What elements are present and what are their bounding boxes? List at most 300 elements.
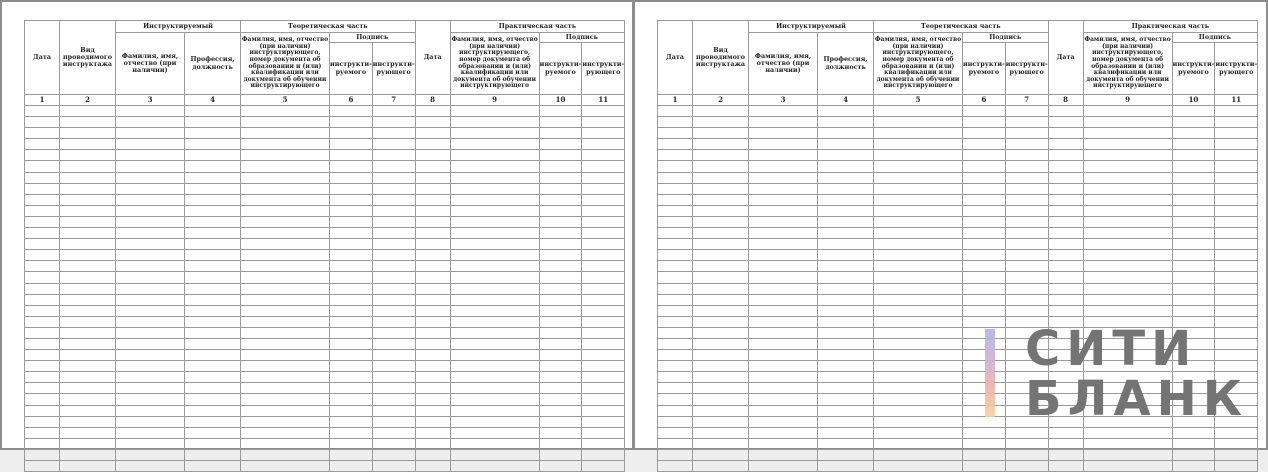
table-cell[interactable] — [1172, 427, 1215, 438]
table-cell[interactable] — [185, 394, 241, 405]
table-cell[interactable] — [582, 172, 625, 183]
table-cell[interactable] — [185, 305, 241, 316]
table-cell[interactable] — [749, 427, 818, 438]
table-cell[interactable] — [116, 239, 185, 250]
table-cell[interactable] — [658, 405, 693, 416]
table-cell[interactable] — [241, 383, 330, 394]
table-cell[interactable] — [116, 194, 185, 205]
table-cell[interactable] — [874, 172, 963, 183]
table-cell[interactable] — [60, 216, 116, 227]
table-cell[interactable] — [450, 261, 539, 272]
table-cell[interactable] — [415, 294, 450, 305]
table-cell[interactable] — [1215, 161, 1258, 172]
table-cell[interactable] — [330, 405, 373, 416]
table-cell[interactable] — [658, 150, 693, 161]
table-cell[interactable] — [241, 216, 330, 227]
table-cell[interactable] — [415, 216, 450, 227]
table-cell[interactable] — [450, 405, 539, 416]
table-cell[interactable] — [25, 106, 60, 117]
table-cell[interactable] — [25, 194, 60, 205]
table-cell[interactable] — [1083, 183, 1172, 194]
table-cell[interactable] — [749, 128, 818, 139]
table-cell[interactable] — [749, 161, 818, 172]
table-cell[interactable] — [874, 438, 963, 449]
table-cell[interactable] — [539, 183, 582, 194]
table-cell[interactable] — [963, 294, 1006, 305]
table-cell[interactable] — [1172, 172, 1215, 183]
table-cell[interactable] — [693, 449, 749, 460]
table-cell[interactable] — [693, 416, 749, 427]
table-cell[interactable] — [658, 283, 693, 294]
table-cell[interactable] — [749, 438, 818, 449]
table-cell[interactable] — [1083, 272, 1172, 283]
table-cell[interactable] — [963, 205, 1006, 216]
table-cell[interactable] — [1048, 449, 1083, 460]
table-cell[interactable] — [330, 205, 373, 216]
table-cell[interactable] — [749, 405, 818, 416]
table-cell[interactable] — [60, 416, 116, 427]
table-cell[interactable] — [1083, 161, 1172, 172]
table-cell[interactable] — [330, 228, 373, 239]
table-cell[interactable] — [818, 216, 874, 227]
table-cell[interactable] — [450, 205, 539, 216]
table-cell[interactable] — [658, 194, 693, 205]
table-cell[interactable] — [963, 139, 1006, 150]
table-cell[interactable] — [330, 194, 373, 205]
table-cell[interactable] — [658, 394, 693, 405]
table-cell[interactable] — [372, 338, 415, 349]
table-cell[interactable] — [582, 327, 625, 338]
table-cell[interactable] — [372, 449, 415, 460]
table-cell[interactable] — [818, 350, 874, 361]
table-cell[interactable] — [25, 272, 60, 283]
table-cell[interactable] — [25, 239, 60, 250]
table-cell[interactable] — [874, 261, 963, 272]
table-cell[interactable] — [60, 172, 116, 183]
table-cell[interactable] — [1083, 106, 1172, 117]
table-cell[interactable] — [818, 383, 874, 394]
table-cell[interactable] — [1215, 205, 1258, 216]
table-cell[interactable] — [818, 438, 874, 449]
table-cell[interactable] — [1215, 117, 1258, 128]
table-cell[interactable] — [1172, 128, 1215, 139]
table-cell[interactable] — [116, 283, 185, 294]
table-cell[interactable] — [60, 394, 116, 405]
table-cell[interactable] — [25, 305, 60, 316]
table-cell[interactable] — [1172, 438, 1215, 449]
table-cell[interactable] — [818, 128, 874, 139]
table-cell[interactable] — [963, 161, 1006, 172]
table-cell[interactable] — [539, 216, 582, 227]
table-cell[interactable] — [185, 372, 241, 383]
table-cell[interactable] — [415, 361, 450, 372]
table-cell[interactable] — [1005, 128, 1048, 139]
table-cell[interactable] — [116, 361, 185, 372]
table-cell[interactable] — [372, 250, 415, 261]
table-cell[interactable] — [1172, 228, 1215, 239]
table-cell[interactable] — [658, 305, 693, 316]
table-cell[interactable] — [185, 361, 241, 372]
table-cell[interactable] — [1172, 239, 1215, 250]
table-cell[interactable] — [116, 305, 185, 316]
table-cell[interactable] — [658, 438, 693, 449]
table-cell[interactable] — [693, 394, 749, 405]
table-cell[interactable] — [450, 183, 539, 194]
table-cell[interactable] — [1048, 205, 1083, 216]
table-cell[interactable] — [818, 338, 874, 349]
table-cell[interactable] — [749, 283, 818, 294]
table-cell[interactable] — [874, 383, 963, 394]
table-cell[interactable] — [415, 239, 450, 250]
table-cell[interactable] — [60, 461, 116, 472]
table-cell[interactable] — [1005, 150, 1048, 161]
table-cell[interactable] — [330, 350, 373, 361]
table-cell[interactable] — [116, 272, 185, 283]
table-cell[interactable] — [116, 106, 185, 117]
table-cell[interactable] — [1215, 150, 1258, 161]
table-cell[interactable] — [658, 250, 693, 261]
table-cell[interactable] — [450, 350, 539, 361]
table-cell[interactable] — [693, 350, 749, 361]
table-cell[interactable] — [1048, 150, 1083, 161]
table-cell[interactable] — [25, 216, 60, 227]
table-cell[interactable] — [1215, 106, 1258, 117]
table-cell[interactable] — [185, 416, 241, 427]
table-cell[interactable] — [372, 372, 415, 383]
table-cell[interactable] — [539, 416, 582, 427]
table-cell[interactable] — [582, 461, 625, 472]
table-cell[interactable] — [25, 361, 60, 372]
table-cell[interactable] — [582, 372, 625, 383]
table-cell[interactable] — [1215, 461, 1258, 472]
table-cell[interactable] — [330, 239, 373, 250]
table-cell[interactable] — [818, 205, 874, 216]
table-cell[interactable] — [1048, 194, 1083, 205]
table-cell[interactable] — [658, 316, 693, 327]
table-cell[interactable] — [330, 372, 373, 383]
table-cell[interactable] — [330, 261, 373, 272]
table-cell[interactable] — [874, 461, 963, 472]
table-cell[interactable] — [372, 394, 415, 405]
table-cell[interactable] — [874, 316, 963, 327]
table-cell[interactable] — [330, 294, 373, 305]
table-cell[interactable] — [415, 106, 450, 117]
table-cell[interactable] — [241, 172, 330, 183]
table-cell[interactable] — [539, 239, 582, 250]
table-cell[interactable] — [693, 405, 749, 416]
table-cell[interactable] — [450, 117, 539, 128]
table-cell[interactable] — [1048, 161, 1083, 172]
table-cell[interactable] — [330, 383, 373, 394]
table-cell[interactable] — [1005, 250, 1048, 261]
table-cell[interactable] — [539, 405, 582, 416]
table-cell[interactable] — [963, 172, 1006, 183]
table-cell[interactable] — [60, 449, 116, 460]
table-cell[interactable] — [539, 305, 582, 316]
table-cell[interactable] — [693, 305, 749, 316]
table-cell[interactable] — [116, 438, 185, 449]
table-cell[interactable] — [874, 205, 963, 216]
table-cell[interactable] — [1083, 283, 1172, 294]
table-cell[interactable] — [60, 194, 116, 205]
table-cell[interactable] — [25, 383, 60, 394]
table-cell[interactable] — [60, 383, 116, 394]
table-cell[interactable] — [1005, 261, 1048, 272]
table-cell[interactable] — [330, 272, 373, 283]
table-cell[interactable] — [415, 305, 450, 316]
table-cell[interactable] — [874, 449, 963, 460]
table-cell[interactable] — [185, 216, 241, 227]
table-cell[interactable] — [749, 250, 818, 261]
table-cell[interactable] — [415, 327, 450, 338]
table-cell[interactable] — [330, 183, 373, 194]
table-cell[interactable] — [963, 283, 1006, 294]
table-cell[interactable] — [693, 250, 749, 261]
table-cell[interactable] — [693, 172, 749, 183]
table-cell[interactable] — [1048, 128, 1083, 139]
table-cell[interactable] — [539, 205, 582, 216]
table-cell[interactable] — [60, 372, 116, 383]
table-cell[interactable] — [185, 405, 241, 416]
table-cell[interactable] — [1048, 228, 1083, 239]
table-cell[interactable] — [693, 427, 749, 438]
table-cell[interactable] — [1215, 272, 1258, 283]
table-cell[interactable] — [874, 272, 963, 283]
table-cell[interactable] — [963, 194, 1006, 205]
table-cell[interactable] — [658, 239, 693, 250]
table-cell[interactable] — [241, 239, 330, 250]
table-cell[interactable] — [60, 117, 116, 128]
table-cell[interactable] — [330, 361, 373, 372]
table-cell[interactable] — [185, 316, 241, 327]
table-cell[interactable] — [25, 183, 60, 194]
table-cell[interactable] — [116, 461, 185, 472]
table-cell[interactable] — [185, 350, 241, 361]
table-cell[interactable] — [372, 161, 415, 172]
table-cell[interactable] — [185, 205, 241, 216]
table-cell[interactable] — [818, 183, 874, 194]
table-cell[interactable] — [539, 461, 582, 472]
table-cell[interactable] — [450, 216, 539, 227]
table-cell[interactable] — [658, 327, 693, 338]
table-cell[interactable] — [963, 106, 1006, 117]
table-cell[interactable] — [60, 261, 116, 272]
table-cell[interactable] — [658, 416, 693, 427]
table-cell[interactable] — [1172, 216, 1215, 227]
table-cell[interactable] — [818, 394, 874, 405]
table-cell[interactable] — [1005, 272, 1048, 283]
table-cell[interactable] — [539, 361, 582, 372]
table-cell[interactable] — [1083, 117, 1172, 128]
table-cell[interactable] — [185, 461, 241, 472]
table-cell[interactable] — [693, 383, 749, 394]
table-cell[interactable] — [372, 139, 415, 150]
table-cell[interactable] — [874, 216, 963, 227]
table-cell[interactable] — [450, 250, 539, 261]
table-cell[interactable] — [1048, 261, 1083, 272]
table-cell[interactable] — [1215, 427, 1258, 438]
table-cell[interactable] — [963, 272, 1006, 283]
table-cell[interactable] — [1005, 139, 1048, 150]
table-cell[interactable] — [116, 150, 185, 161]
table-cell[interactable] — [749, 194, 818, 205]
table-cell[interactable] — [874, 427, 963, 438]
table-cell[interactable] — [415, 449, 450, 460]
table-cell[interactable] — [582, 427, 625, 438]
table-cell[interactable] — [693, 316, 749, 327]
table-cell[interactable] — [874, 228, 963, 239]
table-cell[interactable] — [241, 427, 330, 438]
table-cell[interactable] — [241, 194, 330, 205]
table-cell[interactable] — [372, 350, 415, 361]
table-cell[interactable] — [1083, 427, 1172, 438]
table-cell[interactable] — [415, 261, 450, 272]
table-cell[interactable] — [241, 272, 330, 283]
table-cell[interactable] — [1083, 228, 1172, 239]
table-cell[interactable] — [1048, 272, 1083, 283]
table-cell[interactable] — [749, 150, 818, 161]
table-cell[interactable] — [25, 161, 60, 172]
table-cell[interactable] — [241, 106, 330, 117]
table-cell[interactable] — [539, 261, 582, 272]
table-cell[interactable] — [582, 405, 625, 416]
table-cell[interactable] — [415, 150, 450, 161]
table-cell[interactable] — [116, 216, 185, 227]
table-cell[interactable] — [582, 150, 625, 161]
table-cell[interactable] — [1215, 250, 1258, 261]
table-cell[interactable] — [1215, 305, 1258, 316]
table-cell[interactable] — [1005, 305, 1048, 316]
table-cell[interactable] — [1172, 139, 1215, 150]
table-cell[interactable] — [582, 316, 625, 327]
table-cell[interactable] — [963, 461, 1006, 472]
table-cell[interactable] — [185, 172, 241, 183]
table-cell[interactable] — [330, 117, 373, 128]
table-cell[interactable] — [185, 449, 241, 460]
table-cell[interactable] — [1215, 139, 1258, 150]
table-cell[interactable] — [60, 228, 116, 239]
table-cell[interactable] — [818, 172, 874, 183]
table-cell[interactable] — [330, 327, 373, 338]
table-cell[interactable] — [60, 338, 116, 349]
table-cell[interactable] — [818, 239, 874, 250]
table-cell[interactable] — [372, 150, 415, 161]
table-cell[interactable] — [539, 449, 582, 460]
table-cell[interactable] — [874, 350, 963, 361]
table-cell[interactable] — [372, 461, 415, 472]
table-cell[interactable] — [963, 150, 1006, 161]
table-cell[interactable] — [1048, 427, 1083, 438]
table-cell[interactable] — [372, 283, 415, 294]
table-cell[interactable] — [539, 128, 582, 139]
table-cell[interactable] — [450, 239, 539, 250]
table-cell[interactable] — [818, 427, 874, 438]
table-cell[interactable] — [1215, 294, 1258, 305]
table-cell[interactable] — [582, 272, 625, 283]
table-cell[interactable] — [658, 183, 693, 194]
table-cell[interactable] — [450, 305, 539, 316]
table-cell[interactable] — [582, 106, 625, 117]
table-cell[interactable] — [1048, 294, 1083, 305]
table-cell[interactable] — [539, 117, 582, 128]
table-cell[interactable] — [1172, 294, 1215, 305]
table-cell[interactable] — [60, 250, 116, 261]
table-cell[interactable] — [116, 172, 185, 183]
table-cell[interactable] — [241, 327, 330, 338]
table-cell[interactable] — [25, 150, 60, 161]
table-cell[interactable] — [330, 172, 373, 183]
table-cell[interactable] — [450, 194, 539, 205]
table-cell[interactable] — [241, 150, 330, 161]
table-cell[interactable] — [539, 294, 582, 305]
table-cell[interactable] — [963, 427, 1006, 438]
table-cell[interactable] — [693, 128, 749, 139]
table-cell[interactable] — [539, 228, 582, 239]
table-cell[interactable] — [241, 449, 330, 460]
table-cell[interactable] — [658, 228, 693, 239]
table-cell[interactable] — [60, 305, 116, 316]
table-cell[interactable] — [60, 161, 116, 172]
table-cell[interactable] — [874, 139, 963, 150]
table-cell[interactable] — [241, 416, 330, 427]
table-cell[interactable] — [874, 294, 963, 305]
table-cell[interactable] — [330, 106, 373, 117]
table-cell[interactable] — [60, 239, 116, 250]
table-cell[interactable] — [25, 139, 60, 150]
table-cell[interactable] — [749, 461, 818, 472]
table-cell[interactable] — [450, 228, 539, 239]
table-cell[interactable] — [1083, 294, 1172, 305]
table-cell[interactable] — [539, 427, 582, 438]
table-cell[interactable] — [185, 139, 241, 150]
table-cell[interactable] — [1005, 438, 1048, 449]
table-cell[interactable] — [658, 427, 693, 438]
table-cell[interactable] — [582, 161, 625, 172]
table-cell[interactable] — [241, 350, 330, 361]
table-cell[interactable] — [1215, 172, 1258, 183]
table-cell[interactable] — [693, 338, 749, 349]
table-cell[interactable] — [415, 338, 450, 349]
table-cell[interactable] — [241, 139, 330, 150]
table-cell[interactable] — [1005, 106, 1048, 117]
table-cell[interactable] — [539, 283, 582, 294]
table-cell[interactable] — [1215, 183, 1258, 194]
table-cell[interactable] — [60, 427, 116, 438]
table-cell[interactable] — [372, 316, 415, 327]
table-cell[interactable] — [1005, 228, 1048, 239]
table-cell[interactable] — [1172, 117, 1215, 128]
table-cell[interactable] — [25, 416, 60, 427]
table-cell[interactable] — [818, 361, 874, 372]
table-cell[interactable] — [241, 316, 330, 327]
table-cell[interactable] — [874, 327, 963, 338]
table-cell[interactable] — [582, 205, 625, 216]
table-cell[interactable] — [450, 383, 539, 394]
table-cell[interactable] — [25, 338, 60, 349]
table-cell[interactable] — [1083, 261, 1172, 272]
table-cell[interactable] — [372, 327, 415, 338]
table-cell[interactable] — [749, 117, 818, 128]
table-cell[interactable] — [658, 117, 693, 128]
table-cell[interactable] — [241, 461, 330, 472]
table-cell[interactable] — [450, 394, 539, 405]
table-cell[interactable] — [963, 438, 1006, 449]
table-cell[interactable] — [1048, 305, 1083, 316]
table-cell[interactable] — [1172, 183, 1215, 194]
table-cell[interactable] — [749, 183, 818, 194]
table-cell[interactable] — [330, 449, 373, 460]
table-cell[interactable] — [693, 117, 749, 128]
